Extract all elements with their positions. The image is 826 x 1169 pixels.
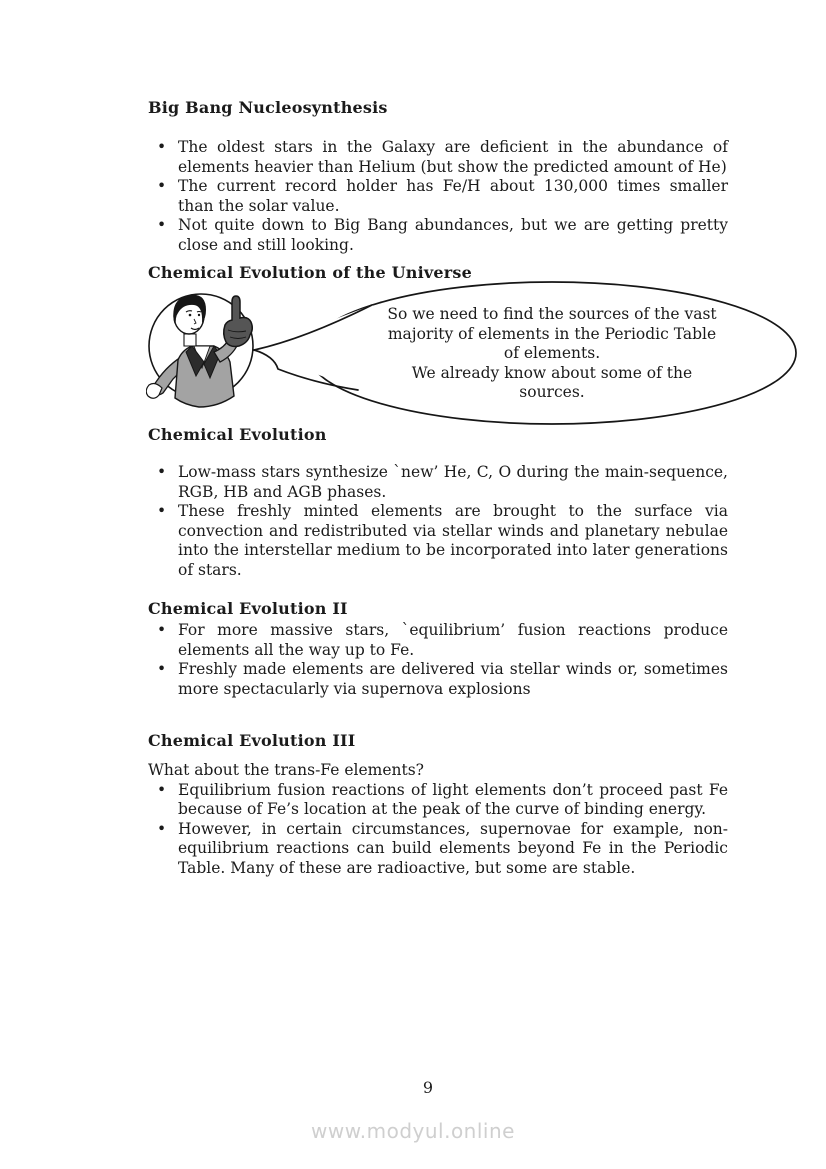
section-heading-chemical-evolution-universe: Chemical Evolution of the Universe (148, 263, 472, 282)
page-number: 9 (422, 1078, 434, 1097)
list-item (148, 820, 728, 879)
list-item (148, 138, 728, 177)
list-item-text: Freshly made elements are delivered via stellar winds or, sometimes more spectacularly via supernova explosions (178, 660, 728, 698)
section-3-body (148, 761, 728, 878)
list-item (148, 660, 728, 699)
section-heading-big-bang: Big Bang Nucleosynthesis (148, 98, 388, 117)
watermark: www.modyul.online (311, 1119, 515, 1143)
list-item-text: For more massive stars, `equilibrium’ fusion reactions produce elements all the way up to Fe. (178, 621, 728, 659)
speech-line: sources. (519, 383, 585, 401)
section-heading-chemical-evolution: Chemical Evolution (148, 425, 327, 444)
speech-bubble-text (368, 305, 736, 403)
person-pointing-icon (146, 288, 258, 412)
bullet-icon: • (157, 463, 167, 481)
bullet-icon: • (157, 660, 167, 678)
intro-question: What about the trans-Fe elements? (148, 761, 424, 779)
speech-line: So we need to find the sources of the vast (387, 305, 717, 323)
bullet-icon: • (157, 502, 167, 520)
list-item-text: Equilibrium fusion reactions of light elements don’t proceed past Fe because of Fe’s location at the peak of the curve of binding energy. (178, 780, 728, 818)
list-item-text: Not quite down to Big Bang abundances, but we are getting pretty close and still looking. (178, 216, 728, 254)
list-item-text: Low-mass stars synthesize `new’ He, C, O during the main-sequence, RGB, HB and AGB phases. (178, 463, 728, 501)
bullet-list-chemical-evolution-2 (148, 621, 728, 699)
list-item-text: The oldest stars in the Galaxy are deficient in the abundance of elements heavier than Helium (but show the predicted amount of He) (178, 138, 728, 176)
speech-line: We already know about some of the (411, 363, 693, 382)
speech-line: of elements. (503, 344, 601, 362)
bullet-icon: • (157, 138, 167, 156)
list-item (148, 502, 728, 580)
bullet-icon: • (157, 819, 167, 838)
list-item (148, 216, 728, 255)
list-item-text: These freshly minted elements are brought to the surface via convection and redistributed via stellar winds and planetary nebulae into the interstellar medium to be incorporated into later generations of stars. (178, 502, 728, 579)
list-item (148, 781, 728, 820)
list-item (148, 463, 728, 502)
bullet-icon: • (157, 621, 167, 639)
bullet-icon: • (157, 780, 167, 799)
bullet-icon: • (157, 177, 167, 195)
bullet-list-big-bang (148, 138, 728, 255)
bullet-icon: • (157, 216, 167, 234)
list-item-text: However, in certain circumstances, supernovae for example, non-equilibrium reactions can build elements beyond Fe in the Periodic Table. Many of these are radioactive, but some are stable. (178, 819, 728, 877)
list-item-text: The current record holder has Fe/H about 130,000 times smaller than the solar value. (178, 177, 728, 215)
bullet-list-chemical-evolution (148, 463, 728, 580)
section-heading-chemical-evolution-2: Chemical Evolution II (148, 599, 348, 618)
section-heading-chemical-evolution-3: Chemical Evolution III (148, 731, 356, 750)
list-item (148, 621, 728, 660)
list-item (148, 177, 728, 216)
speech-line: majority of elements in the Periodic Table (387, 324, 717, 343)
